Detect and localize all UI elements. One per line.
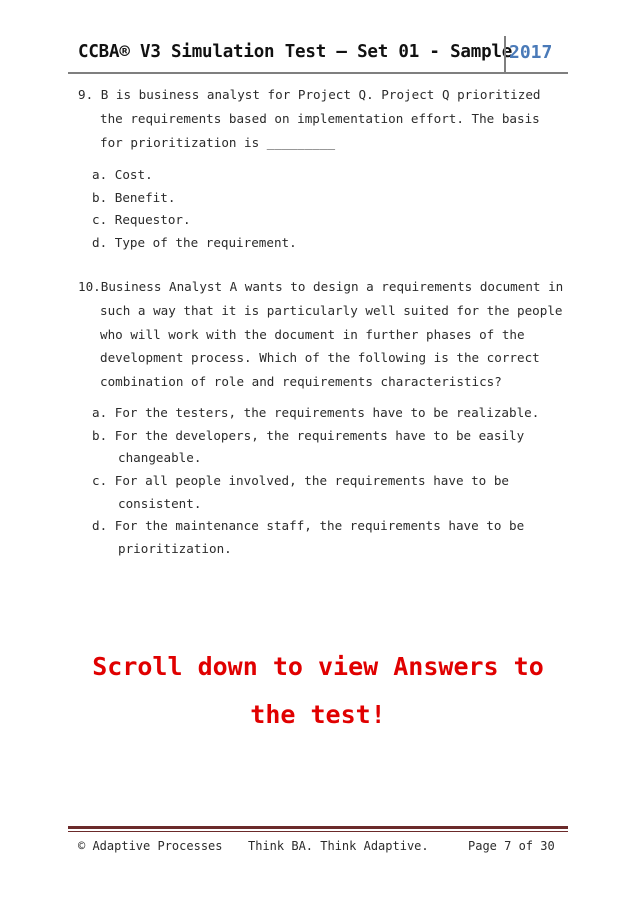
answer-option-c: c. Requestor. (92, 212, 191, 227)
answer-option-c-cont: consistent. (118, 496, 202, 511)
scroll-answers-notice: Scroll down to view Answers to (92, 652, 544, 681)
question-text-line: 10.Business Analyst A wants to design a requirements document in (78, 279, 564, 294)
header-title: CCBA® V3 Simulation Test – Set 01 - Sample (78, 42, 513, 62)
answer-option-d: d. Type of the requirement. (92, 235, 297, 250)
question-text-line: for prioritization is _________ (100, 135, 336, 150)
answer-option-d: d. For the maintenance staff, the requirements have to be (92, 518, 525, 533)
header-year: 2017 (509, 42, 553, 63)
question-text-line: who will work with the document in further phases of the (100, 327, 525, 342)
answer-option-b: b. For the developers, the requirements have to be easily (92, 428, 525, 443)
answer-option-a: a. For the testers, the requirements have to be realizable. (92, 405, 540, 420)
question-text-line: the requirements based on implementation effort. The basis (100, 111, 540, 126)
answer-option-d-cont: prioritization. (118, 541, 232, 556)
footer-tagline: Think BA. Think Adaptive. (248, 839, 429, 853)
answer-option-c: c. For all people involved, the requirements have to be (92, 473, 510, 488)
answer-option-b-cont: changeable. (118, 450, 202, 465)
question-text-line: such a way that it is particularly well suited for the people (100, 303, 563, 318)
page-number: Page 7 of 30 (468, 839, 555, 853)
answer-option-a: a. Cost. (92, 167, 153, 182)
page-header (68, 36, 568, 74)
question-text-line: combination of role and requirements characteristics? (100, 374, 502, 389)
footer-divider (68, 826, 568, 829)
question-text-line: 9. B is business analyst for Project Q. Project Q prioritized (78, 87, 541, 102)
footer-divider-thin (68, 831, 568, 832)
header-divider (504, 36, 506, 72)
question-text-line: development process. Which of the following is the correct (100, 350, 540, 365)
answer-option-b: b. Benefit. (92, 190, 176, 205)
footer-copyright: © Adaptive Processes (78, 839, 223, 853)
scroll-answers-notice-cont: the test! (250, 700, 386, 729)
